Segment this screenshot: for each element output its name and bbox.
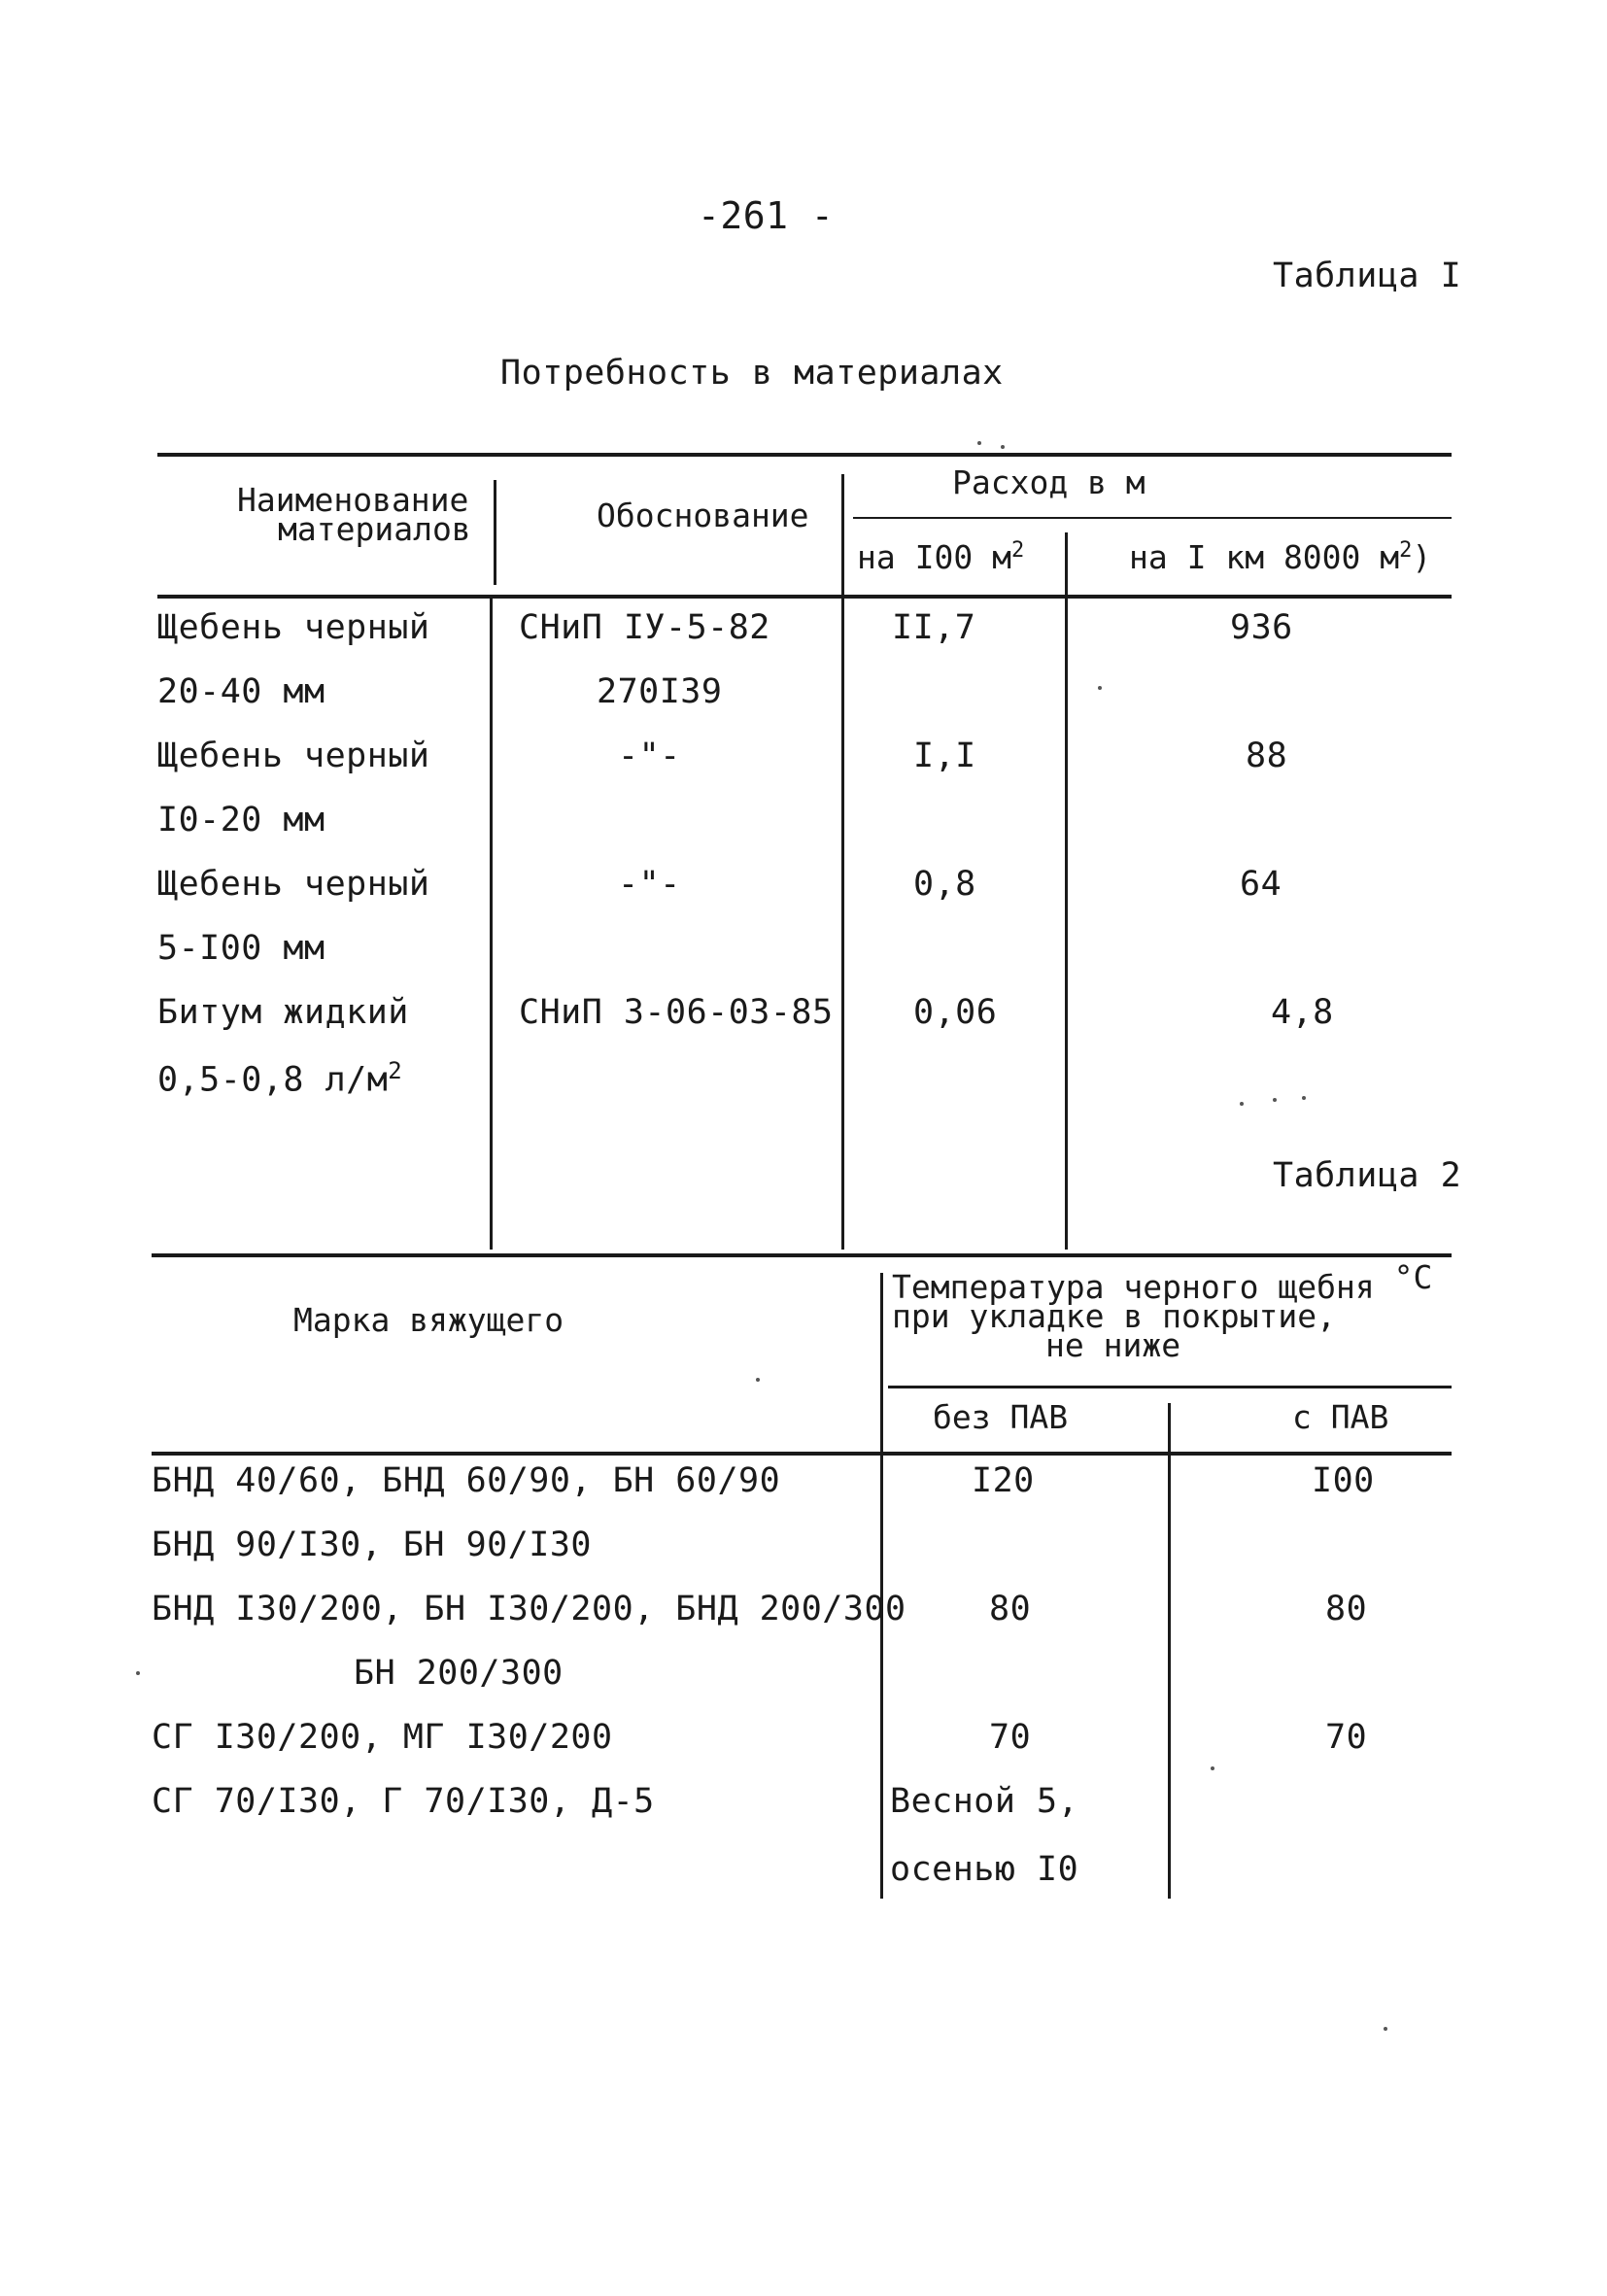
scan-speck [1240,1102,1244,1106]
t1-header-name-2: материалов [278,510,471,548]
table-row-name: Щебень черный [157,865,430,904]
table-row-name: Щебень черный [157,737,430,775]
t2-header-temp-1-text: Температура черного щебня [892,1268,1375,1306]
table2-vrule-2 [1168,1403,1171,1899]
t1-header-perkm-sup: 2 [1399,538,1413,563]
table-row-basis: СНиП IУ-5-82 [519,608,770,647]
table-row-basis: -"- [618,737,681,775]
scan-speck [1001,445,1005,449]
table-row-perkm: 936 [1230,608,1293,647]
page-number: -261 - [698,194,835,237]
table1-top-rule [157,453,1452,457]
table-row-brand: БНД I30/200, БН I30/200, БНД 200/300 [152,1590,906,1628]
table-row-name-sub: 5-I00 мм [157,929,325,968]
table-row-with-pav: 80 [1325,1590,1368,1628]
scan-speck [1302,1096,1306,1100]
table-row-name-sub: 20-40 мм [157,672,325,711]
table-row-brand: БНД 90/I30, БН 90/I30 [152,1525,593,1564]
table1-vrule-2 [841,474,844,1250]
table-row-name: Щебень черный [157,608,430,647]
table1-vrule-3 [1065,532,1068,1250]
t1-header-perkm-close: ) [1412,538,1432,576]
table-row-no-pav: осенью I0 [890,1850,1079,1889]
t1-header-basis: Обоснование [597,497,809,534]
t1-header-perkm [1129,536,1432,576]
scan-speck [977,441,981,445]
table-row-basis-sub: 270I39 [597,672,723,711]
table1-title: Потребность в материалах [500,354,1004,393]
table-row-brand: БНД 40/60, БНД 60/90, БН 60/90 [152,1461,781,1500]
t2-header-with-pav: с ПАВ [1292,1398,1389,1436]
table-row-perkm: 88 [1246,737,1288,775]
table-row-per100: 0,8 [913,865,976,904]
table-row-per100: I,I [913,737,976,775]
table-row-name-sub [157,1057,402,1100]
table-row-brand: БН 200/300 [354,1654,564,1693]
scan-speck [1098,686,1102,690]
t2-header-temp-2: при укладке в покрытие, [892,1297,1336,1335]
table1-consumption-rule [853,517,1452,519]
table-row-basis: -"- [618,865,681,904]
table-row-name-sub-text: 0,5-0,8 л/м [157,1060,389,1100]
table-row-per100: 0,06 [913,993,998,1032]
table2-vrule-1 [880,1273,883,1899]
t1-header-name-1: Наименование [237,481,469,519]
table-row-with-pav: 70 [1325,1718,1368,1757]
t1-header-consumption: Расход в м [952,463,1145,501]
table-row-brand: СГ I30/200, МГ I30/200 [152,1718,613,1757]
t1-header-per100 [857,536,1025,576]
t2-header-no-pav: без ПАВ [933,1398,1069,1436]
table1-vrule-1b [490,599,493,1250]
table1-vrule-1a [494,480,496,585]
t2-header-brand: Марка вяжущего [293,1301,564,1339]
t2-header-temp-unit: °C [1393,1258,1433,1296]
table-row-with-pav: I00 [1312,1461,1375,1500]
table-row-no-pav: I20 [972,1461,1035,1500]
scan-speck [1211,1766,1214,1770]
table-row-perkm: 4,8 [1271,993,1334,1032]
scan-speck [1273,1098,1277,1102]
table-row-no-pav: Весной 5, [890,1782,1079,1821]
t1-header-per100-sup: 2 [1010,538,1025,563]
t2-header-temp-3: не ниже [1045,1326,1181,1364]
table1-label: Таблица I [1273,257,1462,295]
table-row-brand: СГ 70/I30, Г 70/I30, Д-5 [152,1782,655,1821]
table1-header-rule [157,595,1452,599]
table-row-basis: СНиП 3-06-03-85 [519,993,834,1032]
table2-top-rule [152,1253,1452,1257]
scan-speck [136,1671,140,1675]
table2-temp-rule [888,1386,1452,1388]
t1-header-perkm-text: на I км 8000 м [1129,538,1400,576]
table2-label: Таблица 2 [1273,1156,1462,1195]
table-row-name: Битум жидкий [157,993,409,1032]
table-row-name-sub: I0-20 мм [157,801,325,840]
scan-speck [756,1378,760,1382]
table-row-name-sub-sup: 2 [388,1057,403,1084]
table-row-no-pav: 80 [989,1590,1032,1628]
table-row-perkm: 64 [1240,865,1282,904]
t1-header-per100-text: на I00 м [857,538,1011,576]
table-row-no-pav: 70 [989,1718,1032,1757]
table2-header-rule [152,1452,1452,1456]
table-row-per100: II,7 [892,608,976,647]
scan-speck [1384,2027,1387,2031]
